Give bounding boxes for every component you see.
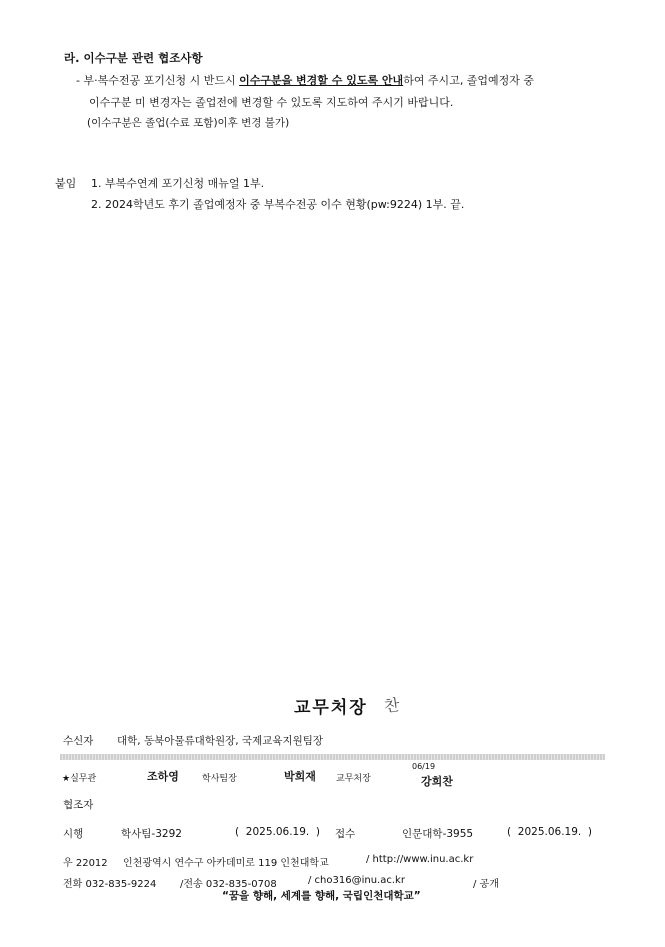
section-heading: 라. 이수구분 관련 협조사항 xyxy=(64,51,203,65)
body-line-2: 이수구분 미 변경자는 졸업전에 변경할 수 있도록 지도하여 주시기 바랍니다. xyxy=(89,96,454,109)
divider xyxy=(60,754,605,760)
sender-title: 교무처장 xyxy=(294,698,368,718)
email: / cho316@inu.ac.kr xyxy=(308,875,405,886)
attachment-label: 붙임 xyxy=(55,177,77,190)
enforcement-label: 시행 xyxy=(63,828,84,840)
body-line-1c: 하여 주시고, 졸업예정자 중 xyxy=(403,74,535,87)
attachment-item-2: 2. 2024학년도 후기 졸업예정자 중 부복수전공 이수 현황(pw:9224) 1부. 끝. xyxy=(91,198,465,211)
disclosure: / 공개 xyxy=(473,879,499,890)
enforcement-doc-no: 학사팀-3292 xyxy=(121,828,182,840)
recipients-value: 대학, 동북아물류대학원장, 국제교육지원팀장 xyxy=(117,735,324,747)
receipt-no: 인문대학-3955 xyxy=(402,828,474,840)
dean-approval-date: 06/19 xyxy=(412,762,436,771)
cooperator-label: 협조자 xyxy=(63,799,94,811)
enforcement-doc-date: ( 2025.06.19. ) xyxy=(235,826,320,838)
dean-name: 강희찬 xyxy=(421,775,453,788)
attachment-item-1: 1. 부복수연계 포기신청 매뉴얼 1부. xyxy=(91,177,265,190)
dean-label: 교무처장 xyxy=(336,774,371,784)
fax: /전송 032-835-0708 xyxy=(180,879,277,890)
staff-label: ★실무관 xyxy=(62,774,97,784)
phone: 전화 032-835-9224 xyxy=(63,879,157,890)
slogan: “꿈을 향해, 세계를 향해, 국립인천대학교” xyxy=(222,890,421,902)
recipients-label: 수신자 xyxy=(63,735,94,747)
body-line-1a: - 부·복수전공 포기신청 시 반드시 xyxy=(76,74,240,87)
address: 인천광역시 연수구 아카데미로 119 인천대학교 xyxy=(123,858,329,869)
body-line-1-emphasis: 이수구분을 변경할 수 있도록 안내 xyxy=(239,74,404,87)
body-line-1 xyxy=(76,72,534,88)
website-url: / http://www.inu.ac.kr xyxy=(366,854,474,865)
receipt-date: ( 2025.06.19. ) xyxy=(507,826,592,838)
body-line-3: (이수구분은 졸업(수료 포함)이후 변경 불가) xyxy=(87,117,290,129)
sender-signature: 찬 xyxy=(382,695,401,716)
team-name: 박희재 xyxy=(284,770,316,783)
staff-name: 조하영 xyxy=(147,770,179,783)
receipt-label: 접수 xyxy=(335,828,356,840)
team-label: 학사팀장 xyxy=(202,774,237,784)
zip-code: 우 22012 xyxy=(63,858,108,869)
